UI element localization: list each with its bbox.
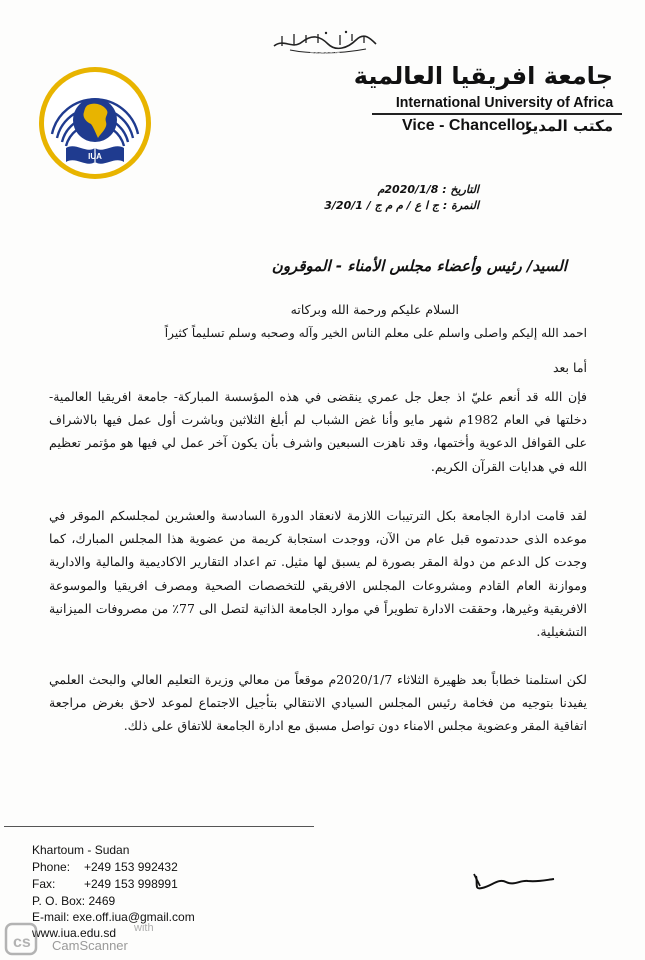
handwritten-signature [468,868,558,898]
letter-paragraph-1 [49,385,587,478]
footer-divider [4,826,314,827]
watermark-app-name: CamScanner [52,938,128,953]
letter-paragraph-2 [49,504,587,643]
letter-greeting [49,298,587,321]
amma-baad-text: أما بعد [552,360,587,375]
office-title-english: Vice - Chancellor [402,117,532,134]
paragraph-3-text: لكن استلمنا خطاباً بعد ظهيرة الثلاثاء 2020/1/7م موقعاً من معالي وزيرة التعليم العالي والبحث العلمي يفيدنا بتوجيه من فخامة رئيس المجلس السيادي الانتقالي بتأجيل الاجتماع لموعد لاحق بغرض مراجعة اتفاقية المقر وعضوية مجلس الامناء دون تواصل مسبق مع ادارة الجامعة للاتفاق على ذلك. [49,672,587,734]
svg-text:بسم الله الرحمن الرحيم: بسم الله الرحمن الرحيم [309,50,341,54]
paragraph-1-text: فإن الله قد أنعم عليّ اذ جعل جل عمري ينقضى في هذه المؤسسة المباركة- جامعة افريقيا العالمية- دخلتها في العام 1982م شهر مايو وأنا غض الشباب لم أبلغ الثلاثين وباشرت أول عمل فيها بالاشراف على القوافل الدعوية وأختمها، وقد ناهزت السبعين واشرف بأن يكون آخر عمل لي فيها هو مؤتمر تعظيم الله في هدايات القرآن الكريم. [49,389,587,474]
svg-text:IUA: IUA [88,152,102,161]
fax-label: Fax: [32,877,56,891]
header-divider [372,113,622,115]
university-name-english: International University of Africa [395,94,613,111]
office-title-arabic: مكتب المدير [523,117,613,135]
letter-date: التاريخ : 2020/1/8م [377,183,479,196]
basmala-calligraphy [270,28,380,54]
greeting-text: السلام عليكم ورحمة الله وبركاته [290,302,459,317]
watermark-with-text: with [134,922,154,934]
praise-text: احمد الله إليكم واصلى واسلم على معلم الناس الخير وآله وصحبه وسلم تسليماً كثيراً [164,326,587,340]
letter-amma-baad [49,356,587,379]
footer-city: Khartoum - Sudan [32,843,130,857]
footer-phone [32,860,178,874]
footer-fax [32,877,178,891]
university-logo [36,64,154,182]
footer-po-box: P. O. Box: 2469 [32,894,116,908]
letter-praise [49,322,587,345]
fax-number: +249 153 998991 [84,877,178,891]
footer-website: www.iua.edu.sd [32,926,117,940]
footer-email: E-mail: exe.off.iua@gmail.com [32,910,195,924]
letter-paragraph-3 [49,668,587,738]
letter-reference-number: النمرة : ج ا ع / م م ج / 3/20/1 [324,199,479,212]
svg-text:cs: cs [13,934,31,951]
letter-addressee: السيد/ رئيس وأعضاء مجلس الأمناء - الموقرون [271,257,567,275]
phone-label: Phone: [32,860,71,874]
paragraph-2-text: لقد قامت ادارة الجامعة بكل الترتيبات اللازمة لانعقاد الدورة السادسة والعشرين لمجلسكم الموقر في موعده الذى حددتموه قبل عام من الآن، ووجدت استجابة كريمة من عضوية هذا المجلس المبارك، كما وجدت كل الدعم من دولة المقر بصورة لم يسبق لها مثيل. تم اعداد التقارير الاكاديمية والمالية والادارية وموازنة العام القادم ومشروعات المجلس الافريقي للتخصصات الصحية ومصرف افريقيا والموسوعة الافريقية وغيرها، وحققت الادارة تطويراً في موارد الجامعة الذاتية لتصل الى 77٪ من مصروفات الميزانية التشغيلية. [49,508,587,640]
university-name-arabic: جامعة افريقيا العالمية [353,62,613,90]
phone-number: +249 153 992432 [84,860,178,874]
